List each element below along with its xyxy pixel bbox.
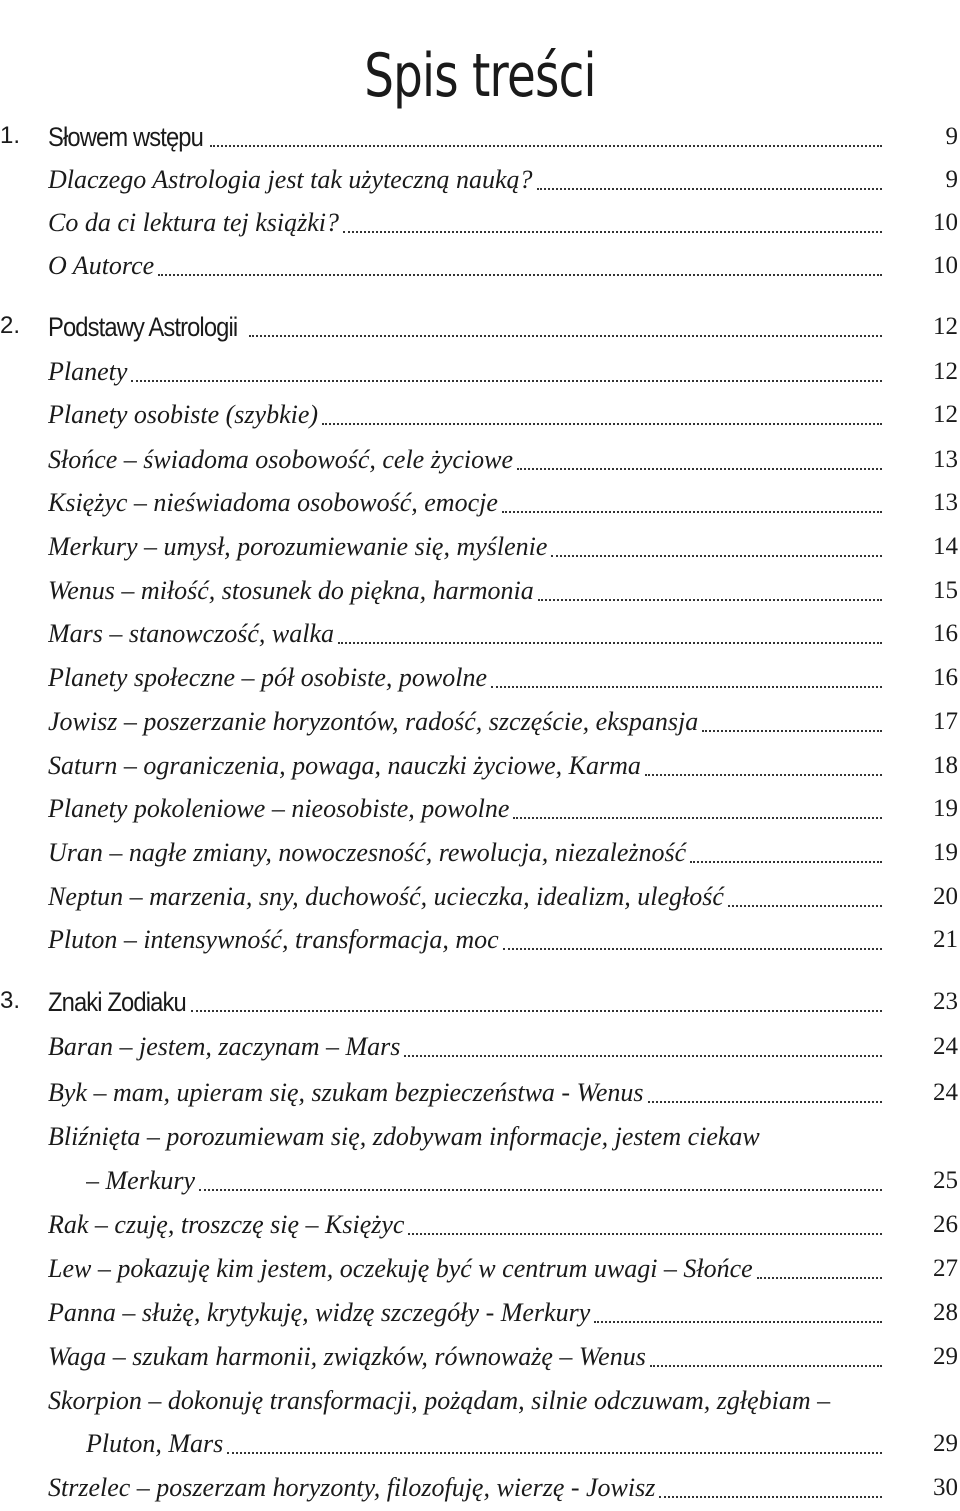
toc-page-number: 23 xyxy=(933,988,958,1015)
toc-entry[interactable] xyxy=(0,486,960,526)
toc-entry-text: Byk – mam, upieram się, szukam bezpieczeństwa - Wenus xyxy=(48,1076,648,1110)
toc-entry-text: Co da ci lektura tej książki? xyxy=(48,206,343,240)
toc-entry-text: Panna – służę, krytykuję, widzę szczegóły - Merkury xyxy=(48,1296,594,1330)
toc-page-number: 20 xyxy=(933,883,958,910)
dot-leader xyxy=(131,380,882,382)
dot-leader xyxy=(227,1452,882,1454)
dot-leader xyxy=(491,686,882,688)
toc-entry[interactable] xyxy=(0,836,960,876)
toc-page-number: 19 xyxy=(933,795,958,822)
toc-entry-text: Planety xyxy=(48,355,131,389)
toc-entry-text: Bliźnięta – porozumiewam się, zdobywam informacje, jestem ciekaw xyxy=(48,1122,760,1151)
toc-entry-text: Uran – nagłe zmiany, nowoczesność, rewolucja, niezależność xyxy=(48,836,690,870)
chapter-number: 3. xyxy=(0,987,21,1014)
toc-entry-text: Pluton, Mars xyxy=(86,1427,227,1461)
toc-entry[interactable] xyxy=(0,1030,960,1070)
toc-entry[interactable] xyxy=(0,1471,960,1511)
dot-leader xyxy=(408,1233,882,1235)
dot-leader xyxy=(650,1365,882,1367)
toc-entry[interactable] xyxy=(0,880,960,920)
toc-entry[interactable] xyxy=(0,1076,960,1116)
dot-leader xyxy=(199,1189,882,1191)
dot-leader xyxy=(702,730,882,732)
toc-page-number: 29 xyxy=(933,1430,958,1457)
dot-leader xyxy=(502,511,882,513)
dot-leader xyxy=(517,468,882,470)
toc-page-number: 18 xyxy=(933,752,958,779)
toc-entry-text: Lew – pokazuję kim jestem, oczekuję być w centrum uwagi – Słońce xyxy=(48,1252,757,1286)
toc-entry-text: Wenus – miłość, stosunek do piękna, harmonia xyxy=(48,574,538,608)
dot-leader xyxy=(551,555,882,557)
dot-leader xyxy=(537,188,882,190)
toc-entry-continuation xyxy=(0,1164,960,1204)
toc-entry-text: Planety pokoleniowe – nieosobiste, powolne xyxy=(48,792,513,826)
chapter-number: 1. xyxy=(0,122,21,149)
dot-leader xyxy=(404,1055,882,1057)
toc-entry-text: Strzelec – poszerzam horyzonty, filozofuję, wierzę - Jowisz xyxy=(48,1471,659,1505)
toc-chapter[interactable] xyxy=(0,120,960,160)
toc-page-number: 12 xyxy=(933,401,958,428)
toc-entry-text: Baran – jestem, zaczynam – Mars xyxy=(48,1030,404,1064)
page-title: Spis treści xyxy=(364,41,596,112)
toc-entry[interactable] xyxy=(0,249,960,289)
toc-page-number: 16 xyxy=(933,664,958,691)
toc-entry-text: Dlaczego Astrologia jest tak użyteczną nauką? xyxy=(48,163,537,197)
toc-page-number: 13 xyxy=(933,489,958,516)
toc-entry-text: – Merkury xyxy=(86,1164,199,1198)
toc-page-number: 9 xyxy=(945,123,958,150)
toc-page-number: 28 xyxy=(933,1299,958,1326)
dot-leader xyxy=(322,423,882,425)
dot-leader xyxy=(594,1321,882,1323)
dot-leader xyxy=(158,274,882,276)
toc-page-number: 17 xyxy=(933,708,958,735)
toc-entry-text: Waga – szukam harmonii, związków, równoważę – Wenus xyxy=(48,1340,650,1374)
toc-page-number: 10 xyxy=(933,252,958,279)
toc-entry[interactable] xyxy=(0,398,960,438)
toc-page-number: 21 xyxy=(933,926,958,953)
dot-leader xyxy=(191,1010,882,1012)
toc-entry[interactable] xyxy=(0,1296,960,1336)
dot-leader xyxy=(728,905,882,907)
toc-page-number: 9 xyxy=(945,166,958,193)
dot-leader xyxy=(338,642,882,644)
dot-leader xyxy=(659,1496,882,1498)
toc-entry-text: O Autorce xyxy=(48,249,158,283)
toc-entry-continuation xyxy=(0,1427,960,1467)
toc-chapter[interactable] xyxy=(0,985,960,1025)
dot-leader xyxy=(538,599,882,601)
toc-entry-text: Neptun – marzenia, sny, duchowość, ucieczka, idealizm, uległość xyxy=(48,880,728,914)
toc-entry-text: Planety społeczne – pół osobiste, powolne xyxy=(48,661,491,695)
toc-page-number: 25 xyxy=(933,1167,958,1194)
toc-entry-text: Księżyc – nieświadoma osobowość, emocje xyxy=(48,486,502,520)
toc-entry[interactable] xyxy=(0,923,960,963)
toc-entry-text: Słońce – świadoma osobowość, cele życiowe xyxy=(48,443,517,477)
toc-page-number: 12 xyxy=(933,313,958,340)
toc-page-number: 26 xyxy=(933,1211,958,1238)
toc-chapter[interactable] xyxy=(0,310,960,350)
toc-entry[interactable] xyxy=(0,792,960,832)
toc-entry-text: Merkury – umysł, porozumiewanie się, myślenie xyxy=(48,530,551,564)
dot-leader xyxy=(645,774,882,776)
toc-page-number: 14 xyxy=(933,533,958,560)
toc-entry[interactable] xyxy=(0,163,960,203)
toc-entry[interactable] xyxy=(0,355,960,395)
toc-entry-text: Planety osobiste (szybkie) xyxy=(48,398,322,432)
toc-page-number: 30 xyxy=(933,1474,958,1501)
toc-entry-text: Rak – czuję, troszczę się – Księżyc xyxy=(48,1208,408,1242)
toc-page-number: 29 xyxy=(933,1343,958,1370)
chapter-title: Znaki Zodiaku xyxy=(48,985,189,1019)
toc-entry-text: Saturn – ograniczenia, powaga, nauczki życiowe, Karma xyxy=(48,749,645,783)
toc-entry[interactable] xyxy=(0,443,960,483)
toc-entry[interactable] xyxy=(0,661,960,701)
toc-entry[interactable] xyxy=(0,617,960,657)
toc-entry-text: Pluton – intensywność, transformacja, moc xyxy=(48,923,503,957)
toc-page-number: 13 xyxy=(933,446,958,473)
toc-page-number: 16 xyxy=(933,620,958,647)
toc-page-number: 24 xyxy=(933,1033,958,1060)
toc-page-number: 10 xyxy=(933,209,958,236)
chapter-title: Słowem wstępu xyxy=(48,120,206,154)
dot-leader xyxy=(648,1101,883,1103)
dot-leader xyxy=(343,231,882,233)
toc-entry[interactable] xyxy=(0,749,960,789)
toc-entry-text: Skorpion – dokonuję transformacji, pożądam, silnie odczuwam, zgłębiam – xyxy=(48,1386,831,1415)
dot-leader xyxy=(690,861,882,863)
toc-entry[interactable] xyxy=(0,574,960,614)
dot-leader xyxy=(513,817,882,819)
toc-entry-multiline[interactable] xyxy=(0,1120,960,1160)
dot-leader xyxy=(210,145,882,147)
chapter-title: Podstawy Astrologii xyxy=(48,310,241,344)
toc-page-number: 24 xyxy=(933,1079,958,1106)
chapter-number: 2. xyxy=(0,312,21,339)
dot-leader xyxy=(503,948,882,950)
toc-entry[interactable] xyxy=(0,206,960,246)
dot-leader xyxy=(249,335,882,337)
toc-page-number: 15 xyxy=(933,577,958,604)
toc-entry[interactable] xyxy=(0,530,960,570)
toc-entry-multiline[interactable] xyxy=(0,1384,960,1424)
toc-page-number: 19 xyxy=(933,839,958,866)
toc-entry[interactable] xyxy=(0,705,960,745)
toc-page-number: 12 xyxy=(933,358,958,385)
toc-entry[interactable] xyxy=(0,1252,960,1292)
toc-entry-text: Mars – stanowczość, walka xyxy=(48,617,338,651)
toc-page-number: 27 xyxy=(933,1255,958,1282)
toc-entry[interactable] xyxy=(0,1340,960,1380)
toc-entry[interactable] xyxy=(0,1208,960,1248)
dot-leader xyxy=(757,1277,882,1279)
toc-entry-text: Jowisz – poszerzanie horyzontów, radość, szczęście, ekspansja xyxy=(48,705,702,739)
